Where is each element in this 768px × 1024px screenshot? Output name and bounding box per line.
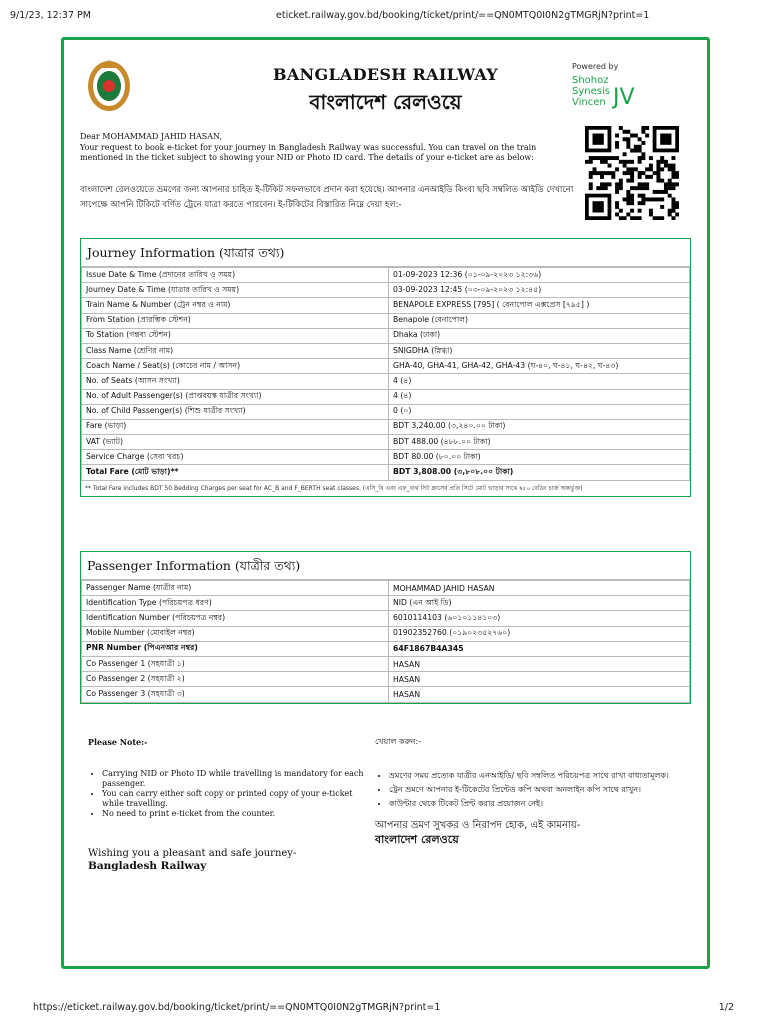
table-row <box>82 450 690 465</box>
page-number: 1/2 <box>718 1002 734 1013</box>
row-value: BDT 80.00 (৮০.০০ টাকা) <box>389 450 690 465</box>
table-row <box>82 435 690 450</box>
row-value: 01902352760 (০১৯০২৩৫২৭৬০) <box>389 626 690 641</box>
row-label: Passenger Name (যাত্রীর নাম) <box>82 581 389 596</box>
row-value: HASAN <box>389 656 690 671</box>
table-row <box>82 672 690 687</box>
row-label: No. of Adult Passenger(s) (প্রাপ্তবয়স্ক যাত্রীর সংখ্যা) <box>82 389 389 404</box>
table-row <box>82 656 690 671</box>
passenger-table <box>81 580 690 703</box>
total-fare-label: Total Fare (মোট ভাড়া)** <box>82 465 389 480</box>
table-row <box>82 283 690 298</box>
passenger-title: Passenger Information (যাত্রীর তথ্য) <box>81 552 690 580</box>
row-label: Identification Number (পরিচয়পত্র নম্বর) <box>82 611 389 626</box>
row-value: 01-09-2023 12:36 (০১-০৯-২০২৩ ১২:৩৬) <box>389 268 690 283</box>
title-bangla: বাংলাদেশ রেলওয়ে <box>309 90 462 114</box>
table-row <box>82 419 690 434</box>
notes-bn-list <box>375 769 675 811</box>
row-label: Journey Date & Time (যাত্রার তারিখ ও সময়) <box>82 283 389 298</box>
fare-footnote: ** Total Fare includes BDT 50 Bedding Charges per seat for AC_B and F_BERTH seat classes. (এসি_বি এবং এফ_বার্থ সিট ক্লাসের প্রতি সিটে মোট ভাড়ার সাথে ৳৫০ বেডিং চার্জ অন্তর্ভুক্ত) <box>85 484 583 492</box>
total-fare-row <box>82 465 690 480</box>
row-value: BDT 3,240.00 (৩,২৪০.০০ টাকা) <box>389 419 690 434</box>
row-value: HASAN <box>389 687 690 702</box>
table-row <box>82 626 690 641</box>
note-item: • You can carry either soft copy or printed copy of your e-ticket while travelling. <box>102 789 373 809</box>
row-value: HASAN <box>389 672 690 687</box>
table-row <box>82 389 690 404</box>
greeting: Dear MOHAMMAD JAHID HASAN, <box>80 132 223 141</box>
row-label: Train Name & Number (ট্রেন নম্বর ও নাম) <box>82 298 389 313</box>
row-label: Mobile Number (মোবাইল নম্বর) <box>82 626 389 641</box>
row-label: Fare (ভাড়া) <box>82 419 389 434</box>
table-row <box>82 268 690 283</box>
row-value: Dhaka (ঢাকা) <box>389 328 690 343</box>
note-item: • ট্রেন ভ্রমণে আপনার ই-টিকেটের প্রিন্টেড কপি অথবা অনলাইন কপি সাথে রাখুন। <box>389 783 675 797</box>
table-row <box>82 641 690 656</box>
row-value: 4 (৪) <box>389 374 690 389</box>
row-label: VAT (ভ্যাট) <box>82 435 389 450</box>
row-label: Co Passenger 2 (সহযাত্রী ২) <box>82 672 389 687</box>
brand-line-2: Synesis <box>572 86 610 97</box>
print-header <box>0 0 768 30</box>
qr-code-icon <box>585 126 679 220</box>
note-item: • Carrying NID or Photo ID while travelling is mandatory for each passenger. <box>102 769 373 789</box>
table-row <box>82 596 690 611</box>
footer-url: https://eticket.railway.gov.bd/booking/ticket/print/==QN0MTQ0I0N2gTMGRjN?print=1 <box>33 1002 441 1013</box>
brand-logo <box>572 75 635 110</box>
row-label: Coach Name / Seat(s) (কোচের নাম / আসন) <box>82 359 389 374</box>
note-item: • No need to print e-ticket from the counter. <box>102 809 373 819</box>
row-value: BENAPOLE EXPRESS [795] ( বেনাপোল এক্সপ্রেস [৭৯৫] ) <box>389 298 690 313</box>
table-row <box>82 313 690 328</box>
table-row <box>82 687 690 702</box>
row-value: GHA-40, GHA-41, GHA-42, GHA-43 (ঘ-৪০, ঘ-৪১, ঘ-৪২, ঘ-৪৩) <box>389 359 690 374</box>
total-fare-value: BDT 3,808.00 (৩,৮০৮.০০ টাকা) <box>389 465 690 480</box>
row-label: Class Name (শ্রেণির নাম) <box>82 343 389 358</box>
note-heading-bn: খেয়াল করুন:- <box>375 737 422 746</box>
row-label: To Station (গন্তব্য স্টেশন) <box>82 328 389 343</box>
row-label: Co Passenger 3 (সহযাত্রী ৩) <box>82 687 389 702</box>
row-value: BDT 488.00 (৪৮৮.০০ টাকা) <box>389 435 690 450</box>
row-label: No. of Seats (আসন সংখ্যা) <box>82 374 389 389</box>
journey-table <box>81 267 690 481</box>
intro-english <box>80 132 575 164</box>
row-label: Issue Date & Time (প্রদানের তারিখ ও সময়) <box>82 268 389 283</box>
row-label: Identification Type (পরিচয়পত্র ধরণ) <box>82 596 389 611</box>
row-value: MOHAMMAD JAHID HASAN <box>389 581 690 596</box>
row-value: SNIGDHA (স্নিগ্ধা) <box>389 343 690 358</box>
print-url: eticket.railway.gov.bd/booking/ticket/print/==QN0MTQ0I0N2gTMGRjN?print=1 <box>276 10 650 21</box>
row-label: From Station (প্রারম্ভিক স্টেশন) <box>82 313 389 328</box>
journey-title: Journey Information (যাত্রার তথ্য) <box>81 239 690 267</box>
sign-en: Bangladesh Railway <box>88 860 207 872</box>
print-footer <box>0 994 768 1024</box>
table-row <box>82 359 690 374</box>
title-english: BANGLADESH RAILWAY <box>273 65 498 84</box>
table-row <box>82 374 690 389</box>
note-heading-en: Please Note:- <box>88 737 148 747</box>
intro-bangla: বাংলাদেশ রেলওয়েতে ভ্রমণের জন্য আপনার চাহিত ই-টিকিট সফলভাবে প্রদান করা হয়েছে। আপনার এনআইডি কিংবা ছবি সম্বলিত আইডি দেখানো সাপেক্ষে আপনি টিকিটে বর্ণিত ট্রেনে যাত্রা করতে পারবেন। ই-টিকিটের বিস্তারিত নিম্নে দেয়া হল:- <box>80 185 574 210</box>
powered-by: Powered by <box>572 62 619 71</box>
wish-bn: আপনার ভ্রমণ সুখকর ও নিরাপদ হোক, এই কামনায়- <box>375 820 581 831</box>
note-item: • ভ্রমণের সময় প্রত্যেক যাত্রীর এনআইডি/ ছবি সম্বলিত পরিচয়পত্র সাথে রাখা বাধ্যতামূলক। <box>389 769 675 783</box>
table-row <box>82 611 690 626</box>
table-row <box>82 404 690 419</box>
notes-en-list <box>88 769 373 819</box>
note-item: • কাউন্টার থেকে টিকেট প্রিন্ট করার প্রয়োজন নেই। <box>389 797 675 811</box>
brand-line-3: Vincen <box>572 97 606 108</box>
intro-text: Your request to book e-ticket for your journey in Bangladesh Railway was successful. You can travel on the train mentioned in the ticket subject to showing your NID or Photo ID card. The details of your e-ticket are as below: <box>80 142 537 162</box>
e-ticket <box>61 37 710 969</box>
row-label: No. of Child Passenger(s) (শিশু যাত্রীর সংখ্যা) <box>82 404 389 419</box>
table-row <box>82 298 690 313</box>
notes-english <box>88 737 373 871</box>
row-value: 6010114103 (৬০১০১১৪১০৩) <box>389 611 690 626</box>
brand-jv: JV <box>613 85 635 110</box>
row-value: 64F1867B4A345 <box>389 641 690 656</box>
row-value: Benapole (বেনাপোল) <box>389 313 690 328</box>
passenger-information <box>80 551 691 704</box>
row-value: NID (এন আই ডি) <box>389 596 690 611</box>
journey-information <box>80 238 691 497</box>
row-value: 03-09-2023 12:45 (০৩-০৯-২০২৩ ১২:৪৫) <box>389 283 690 298</box>
notes-bangla <box>375 737 675 845</box>
sign-bn: বাংলাদেশ রেলওয়ে <box>375 833 459 846</box>
row-value: 0 (০) <box>389 404 690 419</box>
brand-line-1: Shohoz <box>572 75 609 86</box>
table-row <box>82 343 690 358</box>
table-row <box>82 328 690 343</box>
wish-en: Wishing you a pleasant and safe journey- <box>88 848 297 859</box>
row-label: Service Charge (সেবা খরচ) <box>82 450 389 465</box>
print-datetime: 9/1/23, 12:37 PM <box>10 10 91 21</box>
row-label: PNR Number (পিএনআর নম্বর) <box>82 641 389 656</box>
row-value: 4 (৪) <box>389 389 690 404</box>
row-label: Co Passenger 1 (সহযাত্রী ১) <box>82 656 389 671</box>
table-row <box>82 581 690 596</box>
